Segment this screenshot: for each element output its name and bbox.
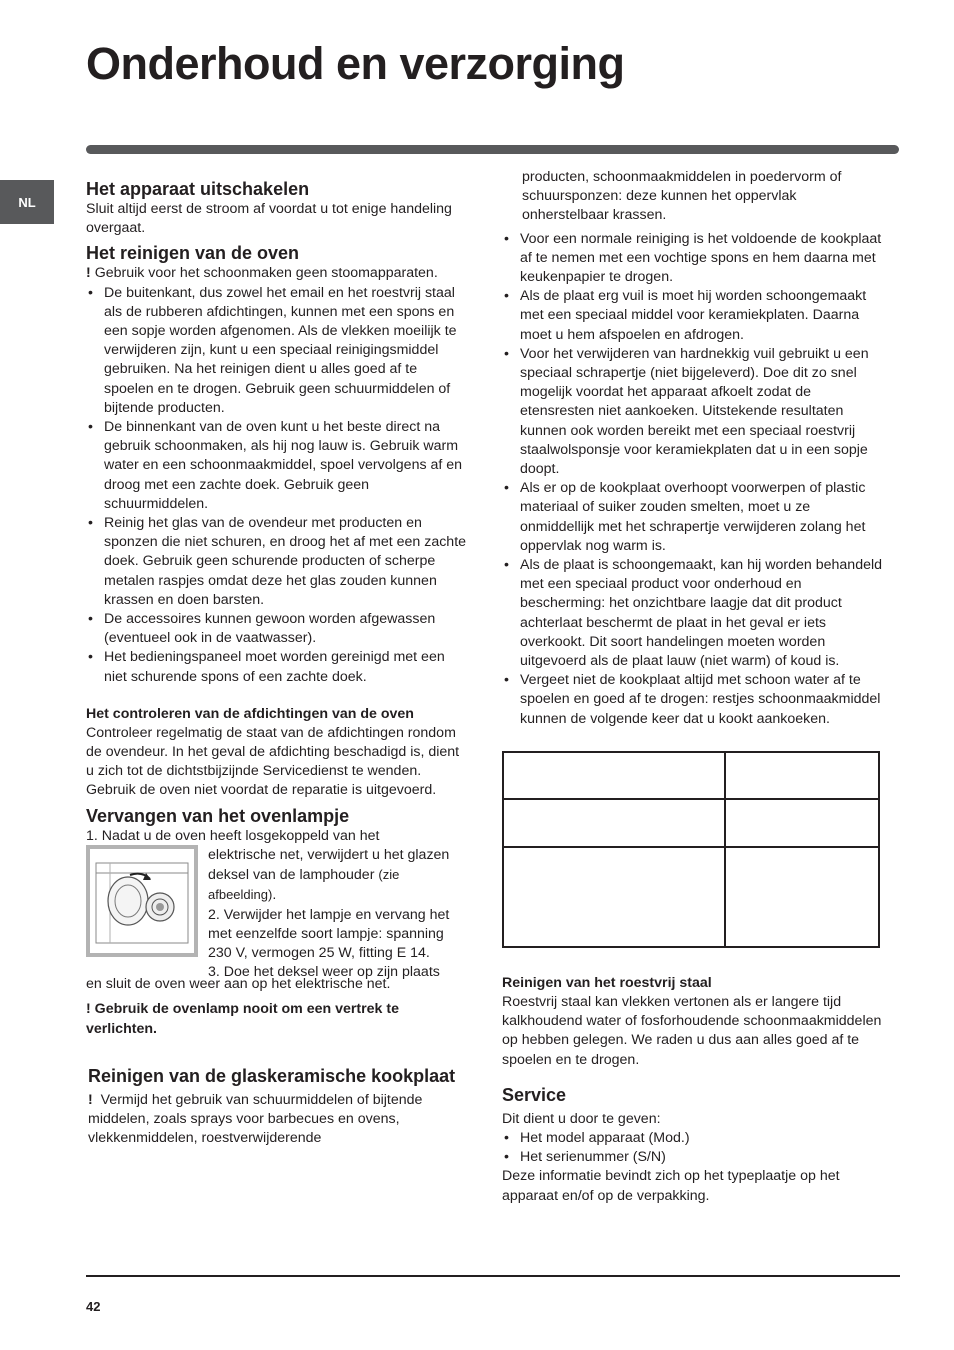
warning-text: Gebruik voor het schoonmaken geen stoomapparaten. (94, 265, 438, 282)
lamp-warning: ! Gebruik de ovenlamp nooit om een vertrek te verlichten. (86, 1000, 399, 1037)
see-figure-note: (zie afbeelding) (208, 867, 400, 903)
list-item: • Reinig het glas van de ovendeur met producten en sponzen die niet schuren, en droog het af met een zachte doek. Gebruik geen schurende producten of scherpe metalen raspjes omdat deze het glas zouden kunnen krassen en doen barsten. (86, 514, 470, 610)
list-item: • De accessoires kunnen gewoon worden afgewassen (eventueel ook in de vaatwasser). (86, 610, 470, 648)
list-item: • De buitenkant, dus zowel het email en het roestvrij staal als de rubberen afdichtingen, kunnen met een spons en een sopje worden afgenomen. Als de vlekken moeilijk te verwijderen zijn, kunt u een speciaal reinigingsmiddel gebruiken. Na het reinigen dient u alles goed af te spoelen en te drogen. Gebruik geen schuurmiddelen of bijtende producten. (86, 284, 470, 418)
table-cell (503, 799, 725, 847)
page-title: Onderhoud en verzorging (86, 38, 625, 89)
list-item: • Als de plaat is schoongemaakt, kan hij worden behandeld met een speciaal product voor onderhoud en bescherming: het onzichtbare laagje dat dit product achterlaat beschermt de plaat in het geval er iets overkookt. Dit soort handelingen moeten worden uitgevoerd als de plaat lauw (niet warm) of koud is. (502, 556, 886, 671)
glass-ceramic-warning-continued: producten, schoonmaakmiddelen in poedervorm of schuursponzen: deze kunnen het oppervlak onherstelbaar krassen. (522, 169, 842, 224)
right-column (502, 168, 886, 1206)
lamp-step1-a: 1. Nadat u de oven heeft losgekoppeld van het (86, 827, 380, 844)
top-divider (86, 145, 899, 154)
language-tab: NL (0, 180, 54, 224)
empty-table (502, 751, 880, 948)
section-heading-seals: Het controleren van de afdichtingen van de oven (86, 705, 414, 722)
warning-text: Vermijd het gebruik van schuurmiddelen of bijtende middelen, zoals sprays voor barbecues en ovens, vlekkenmiddelen, roestverwijderende (88, 1091, 423, 1146)
glass-ceramic-warning (88, 1091, 470, 1149)
bottom-divider (86, 1275, 900, 1277)
lamp-step1-b: elektrische net, verwijdert u het glazen deksel van de lamphouder (zie afbeelding). (208, 846, 450, 904)
list-item: • Als er op de kookplaat overhoopt voorwerpen of plastic materiaal of suiker zouden smelten, moet u ze onmiddellijk met het schrapertje verwijderen zolang het oppervlak nog warm is. (502, 479, 886, 556)
seals-text: Controleer regelmatig de staat van de afdichtingen rondom de ovendeur. In het geval de afdichting beschadigd is, dient u zich tot de dichtstbijzijnde Servicedienst te wenden. Gebruik de oven niet voordat de reparatie is uitgevoerd. (86, 724, 460, 799)
list-item: • Het serienummer (S/N) (502, 1148, 886, 1167)
lamp-step3-b: en sluit de oven weer aan op het elektrische net. (86, 976, 391, 993)
table-cell (725, 752, 879, 799)
warning-mark: ! (86, 265, 91, 282)
section-heading-lamp: Vervangen van het ovenlampje (86, 805, 350, 826)
list-item: • Het bedieningspaneel moet worden gereinigd met een niet schurende spons of een zachte doek. (86, 648, 470, 686)
list-item: • De binnenkant van de oven kunt u het beste direct na gebruik schoonmaken, als hij nog lauw is. Gebruik warm water en een schoonmaakmiddel, spoel vervolgens af en droog met een zachte doek. Gebruik geen schuurmiddelen. (86, 418, 470, 514)
list-item: • Vergeet niet de kookplaat altijd met schoon water af te spoelen en goed af te drogen: restjes schoonmaakmiddel kunnen de volgende keer dat u kookt aankoeken. (502, 671, 886, 729)
lamp-step3-a: 3. Doe het deksel weer op zijn plaats (208, 964, 440, 981)
lamp-step1-b-text: elektrische net, verwijdert u het glazen deksel van de lamphouder (208, 846, 450, 884)
section-heading-stainless: Reinigen van het roestvrij staal (502, 974, 712, 991)
section-heading-cleaning-oven: Het reinigen van de oven (86, 243, 300, 264)
list-item: • Voor het verwijderen van hardnekkig vuil gebruikt u een speciaal schrapertje (niet bijgeleverd). Doe dit zo snel mogelijk voordat het apparaat afkoelt zodat de etensresten niet aankoeken. Uitstekende resultaten kunnen ook worden bereikt met een speciaal roestvrij staalwolsponsje voor keramiekplaten dat u in een sopje doopt. (502, 345, 886, 479)
lamp-step2: 2. Verwijder het lampje en vervang het met eenzelfde soort lampje: spanning 230 V, vermogen 25 W, fitting E 14. (208, 906, 450, 961)
table-cell (503, 847, 725, 947)
page-number: 42 (86, 1299, 101, 1314)
list-item: • Voor een normale reiniging is het voldoende de kookplaat af te nemen met een vochtige spons en hem daarna met keukenpapier te drogen. (502, 230, 886, 288)
table-cell (503, 752, 725, 799)
section-heading-switch-off: Het apparaat uitschakelen (86, 179, 310, 199)
stainless-text: Roestvrij staal kan vlekken vertonen als er langere tijd kalkhoudend water of fosforhoudende schoonmaakmiddelen op hebben gelegen. We raden u dus aan alles goed af te spoelen en te drogen. (502, 993, 882, 1068)
oven-lamp-illustration (90, 849, 194, 953)
list-item: • Het model apparaat (Mod.) (502, 1129, 886, 1148)
lamp-instructions (86, 827, 470, 983)
cleaning-oven-warning (86, 264, 470, 283)
oven-lamp-figure (86, 845, 198, 957)
warning-mark: ! (88, 1091, 93, 1108)
service-list (502, 1129, 886, 1167)
table-cell (725, 799, 879, 847)
cleaning-oven-list (86, 284, 470, 687)
section-heading-service: Service (502, 1084, 567, 1105)
glass-ceramic-list (502, 230, 886, 729)
service-intro: Dit dient u door te geven: (502, 1110, 661, 1127)
list-item: • Als de plaat erg vuil is moet hij worden schoongemaakt met een speciaal middel voor keramiekplaten. Daarna moet u hem afspoelen en afdrogen. (502, 287, 886, 345)
section-heading-glass-ceramic: Reinigen van de glaskeramische kookplaat (88, 1065, 456, 1086)
table-cell (725, 847, 879, 947)
left-column (86, 178, 470, 1148)
lamp-text-block (208, 846, 470, 982)
switch-off-text: Sluit altijd eerst de stroom af voordat u tot enige handeling overgaat. (86, 201, 452, 237)
service-outro: Deze informatie bevindt zich op het typeplaatje op het apparaat en/of op de verpakking. (502, 1168, 840, 1204)
